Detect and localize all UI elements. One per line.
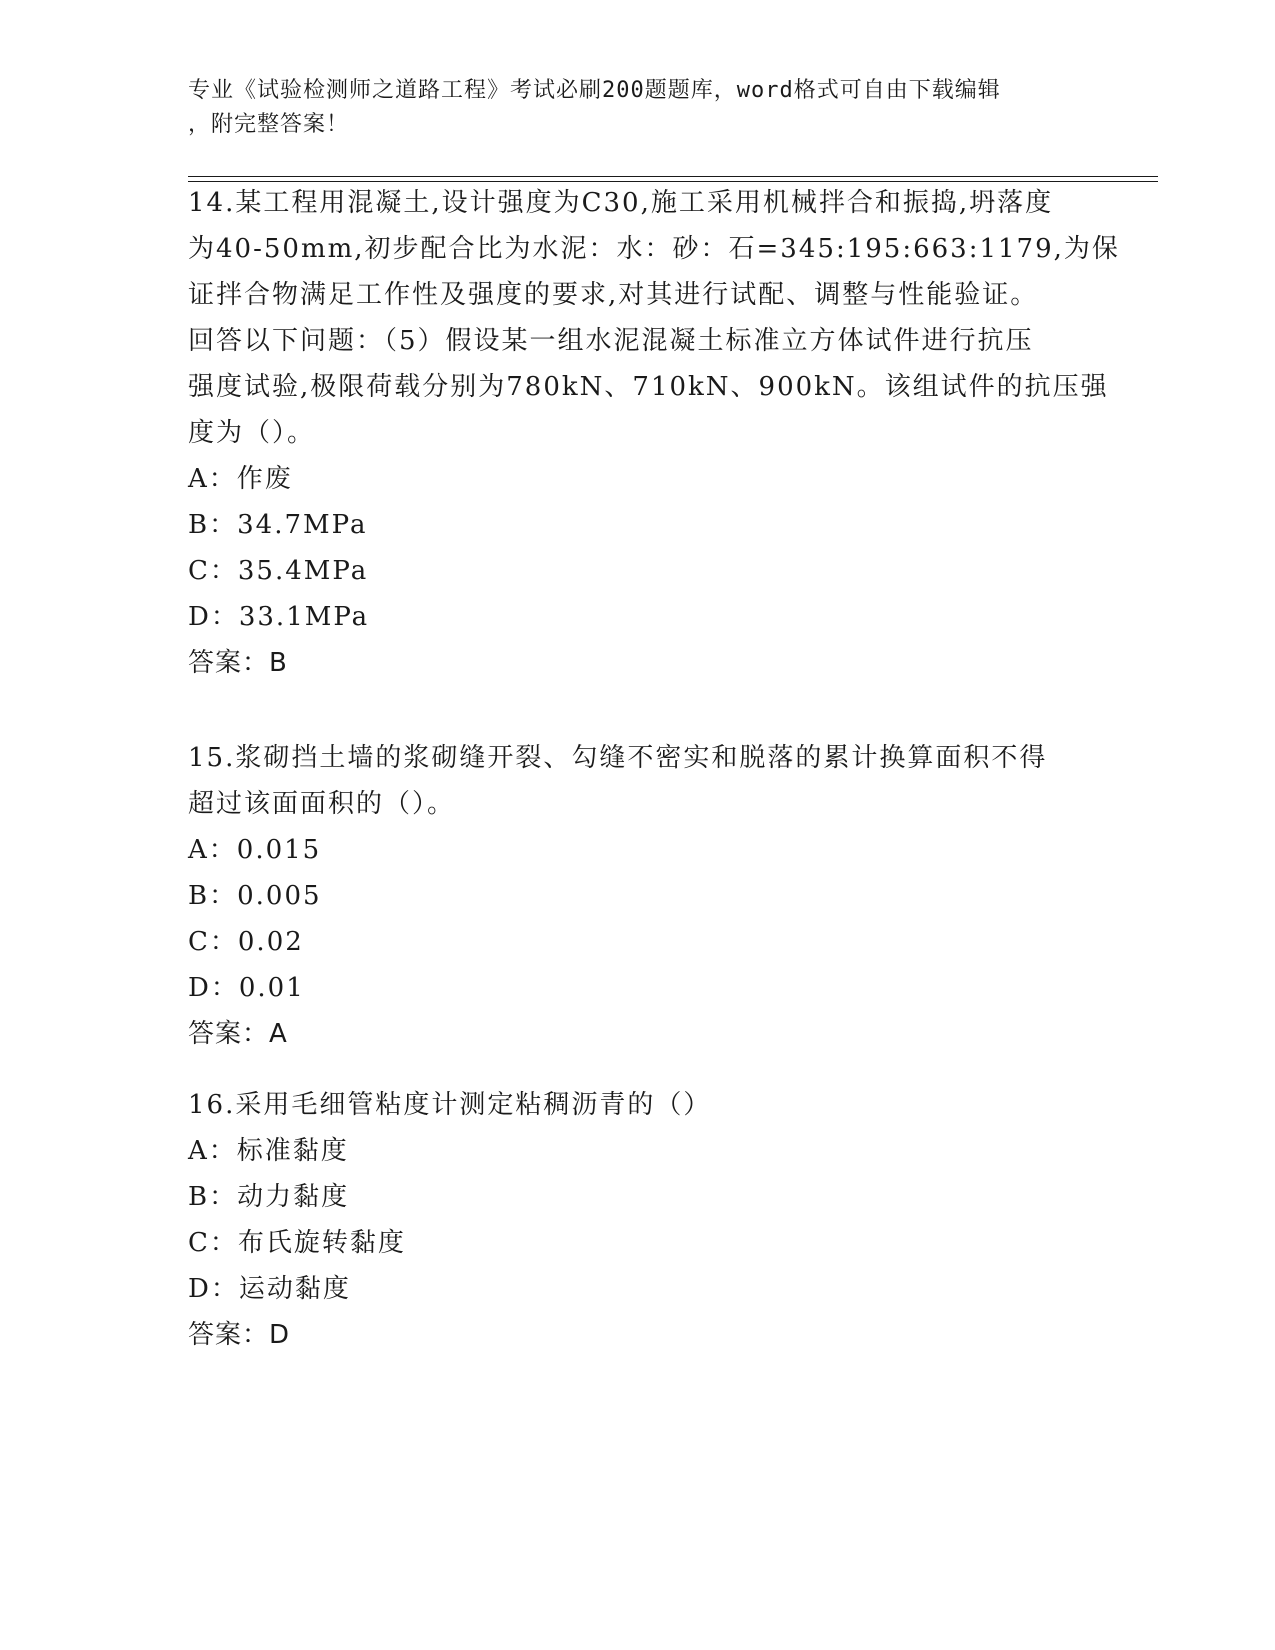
question-stem-line: 为40-50mm,初步配合比为水泥：水：砂：石=345:195:663:1179,为保 [188,234,1120,264]
question-stem-line: 强度试验,极限荷载分别为780kN、710kN、900kN。该组试件的抗压强 [188,372,1109,402]
option-b: B：34.7MPa [188,510,368,540]
answer-label: 答案：D [188,1320,291,1350]
option-b: B：动力黏度 [188,1182,350,1212]
question-14 [188,180,1120,686]
answer-label: 答案：B [188,648,288,678]
option-c: C：0.02 [188,927,304,957]
question-stem-line: 16.采用毛细管粘度计测定粘稠沥青的（） [188,1090,712,1120]
option-c: C：35.4MPa [188,556,369,586]
header-line: ，附完整答案！ [188,112,350,137]
question-15 [188,735,1088,1057]
option-d: D：运动黏度 [188,1274,351,1304]
option-a: A：0.015 [188,835,322,865]
header-line: 专业《试验检测师之道路工程》考试必刷200题题库，word格式可自由下载编辑 [188,78,1001,103]
question-16 [188,1082,1088,1358]
option-a: A：作废 [188,464,293,494]
question-stem-line: 超过该面面积的（）。 [188,789,456,819]
question-stem-line: 14.某工程用混凝土,设计强度为C30,施工采用机械拌合和振捣,坍落度 [188,188,1054,218]
document-header [188,74,1068,142]
answer-label: 答案：A [188,1019,288,1049]
question-stem-line: 证拌合物满足工作性及强度的要求,对其进行试配、调整与性能验证。 [188,280,1039,310]
question-stem-line: 回答以下问题：（5）假设某一组水泥混凝土标准立方体试件进行抗压 [188,326,1034,356]
option-b: B：0.005 [188,881,322,911]
question-stem-line: 15.浆砌挡土墙的浆砌缝开裂、勾缝不密实和脱落的累计换算面积不得 [188,743,1048,773]
question-stem-line: 度为（）。 [188,418,316,448]
option-d: D：0.01 [188,973,305,1003]
option-d: D：33.1MPa [188,602,370,632]
option-a: A：标准黏度 [188,1136,349,1166]
option-c: C：布氏旋转黏度 [188,1228,406,1258]
